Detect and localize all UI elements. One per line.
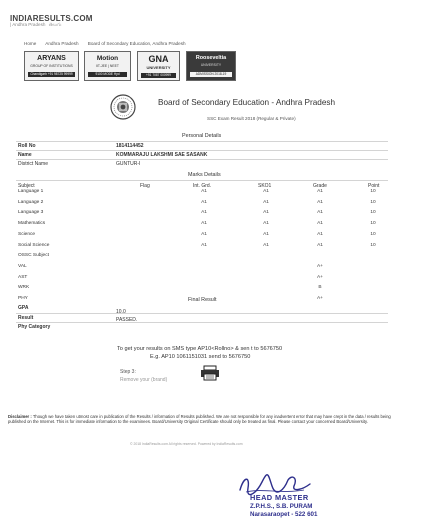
district-label: District Name: [18, 161, 49, 167]
marks-cell-point: 10: [370, 221, 376, 227]
subject-name: Mathematics: [18, 221, 46, 227]
name-label: Name: [18, 152, 32, 158]
sms-example: E.g. AP10 1061151031 send to 5676750: [150, 354, 251, 360]
ad-banner-rooseveltia[interactable]: [186, 51, 236, 81]
subject-name: PHY: [18, 296, 28, 301]
sms-instruction: To get your results on SMS type AP10<Rollno> & sen t to 5676750: [117, 346, 283, 352]
district-value: GUNTUR-I: [116, 161, 141, 167]
result-value: PASSED.: [116, 317, 138, 323]
marks-cell-point: 10: [370, 210, 376, 216]
marks-cell-grade: A1: [317, 189, 323, 194]
ad-banner-motion[interactable]: [84, 51, 131, 81]
marks-cell-grade: B: [318, 285, 322, 291]
site-logo-text: INDIARESULTS.COM: [10, 14, 93, 23]
step-label: Step 3:: [120, 369, 136, 375]
name-value: KOMMARAJU LAKSHMI SAE SASANK: [116, 152, 208, 158]
ad-title: Motion: [96, 55, 119, 62]
subject-name: Language 1: [18, 189, 44, 194]
copyright-footer: © 2018 IndiaResults.com All rights reserved. Powered by IndiaResults.com: [130, 442, 243, 446]
marks-cell-point: 10: [370, 231, 376, 237]
breadcrumb-state[interactable]: Andhra Pradesh: [45, 41, 79, 46]
subject-name: Social Science: [18, 242, 50, 248]
marks-cell-grade: A+: [316, 274, 323, 280]
ad-subtitle: UNIVERSITY: [146, 65, 171, 70]
phy-category-label: Phy Category: [18, 324, 51, 330]
divider: [16, 322, 388, 323]
marks-cell-int: A1: [201, 231, 207, 237]
ad-title: GNA: [148, 54, 169, 64]
marks-cell-int: A1: [201, 210, 207, 216]
stamp-address: Narasaraopet - 522 601: [250, 511, 318, 518]
ad-subtitle: GROUP OF INSTITUTIONS: [30, 64, 73, 68]
roll-value: 1814114452: [116, 143, 144, 149]
ad-contact: ADMISSION 2018-19: [190, 72, 232, 77]
ad-subtitle: IIT-JEE | NEET: [96, 64, 119, 68]
breadcrumb-board[interactable]: Board of Secondary Education, Andhra Pradesh: [87, 41, 186, 46]
subject-name: VAL: [18, 263, 27, 269]
subject-name: Language 2: [18, 199, 44, 205]
marks-cell-grade: A+: [316, 296, 323, 301]
ad-banner-aryans[interactable]: [24, 51, 79, 81]
divider: [16, 180, 388, 181]
head-master-stamp: [250, 493, 360, 518]
marks-cell-sko: A1: [263, 221, 269, 227]
marks-cell-grade: A1: [317, 210, 323, 216]
marks-cell-grade: A1: [317, 231, 323, 237]
location-line: [10, 22, 61, 29]
board-title: Board of Secondary Education - Andhra Pradesh: [158, 98, 336, 107]
stamp-school: Z.P.H.S., S.B. PURAM: [250, 503, 313, 510]
gpa-value: 10.0: [116, 309, 126, 315]
state-emblem-icon: [106, 92, 140, 122]
marks-cell-int: A1: [201, 221, 207, 227]
breadcrumb: [24, 41, 194, 46]
final-result-heading: Final Result: [188, 297, 217, 303]
marks-cell-grade: A1: [317, 199, 323, 205]
personal-details-heading: Personal Details: [182, 133, 222, 139]
ad-banner-gna[interactable]: [137, 51, 180, 81]
marks-cell-point: 10: [370, 189, 376, 194]
column-header-flag: Flag: [140, 183, 150, 189]
column-header-int-grade: Int. Grd.: [193, 183, 212, 189]
disclaimer-heading: Disclaimer :: [8, 414, 32, 419]
subject-name: AST: [18, 274, 28, 280]
column-header-point: Point: [368, 183, 380, 189]
marks-cell-int: A1: [201, 242, 207, 248]
subject-name: WRK: [18, 285, 30, 291]
printer-icon[interactable]: [200, 365, 220, 381]
subject-name: Science: [18, 231, 36, 237]
column-header-sko: SKO1: [258, 183, 272, 189]
exam-title: SSC Exam Result 2018 (Regular & Private): [207, 116, 296, 121]
gpa-label: GPA: [18, 305, 29, 311]
divider: [16, 313, 388, 314]
disclaimer: [8, 414, 408, 424]
marks-cell-grade: A+: [316, 263, 323, 269]
ad-subtitle: UNIVERSITY: [200, 63, 222, 67]
divider: [16, 141, 388, 142]
column-header-subject: Subject: [18, 183, 35, 189]
marks-cell-sko: A1: [263, 210, 269, 216]
location-label: | Andhra Pradesh: [10, 22, 46, 27]
column-header-grade: Grade: [313, 183, 327, 189]
marks-cell-sko: A1: [263, 199, 269, 205]
ad-contact: Chandigarh +91 98725 99999: [28, 72, 75, 77]
ad-contact: +91 7087 000999: [141, 73, 176, 78]
subject-name: OSSC Subject: [18, 253, 49, 259]
disclaimer-text: Though we have taken utmost care in publication of the Results / information of Results published. We are not responsible for any inadvertent error that may have crept in the data / results being published on the Internet. This is for immediate information to the examinees. Board/University Original Certificate should only be treated as final. Please contact your concerned Board/University.: [8, 414, 391, 425]
language-link[interactable]: తెలుగు: [48, 22, 62, 27]
step-text: Remove your (brand): [120, 377, 168, 383]
marks-cell-grade: A1: [317, 221, 323, 227]
ad-title: Rooseveltia: [195, 55, 227, 61]
marks-details-heading: Marks Details: [188, 172, 221, 178]
marks-cell-sko: A1: [263, 189, 269, 194]
marks-cell-int: A1: [201, 199, 207, 205]
stamp-title: HEAD MASTER: [250, 493, 309, 502]
marks-cell-sko: A1: [263, 242, 269, 248]
marks-cell-grade: A1: [317, 242, 323, 248]
divider: [16, 159, 388, 160]
result-label: Result: [18, 315, 34, 321]
ad-contact: 9100 MODE Hyd: [88, 72, 127, 77]
divider: [16, 150, 388, 151]
marks-cell-point: 10: [370, 199, 376, 205]
marks-cell-point: 10: [370, 242, 376, 248]
subject-name: Language 3: [18, 210, 44, 216]
marks-cell-int: A1: [201, 189, 207, 194]
breadcrumb-home[interactable]: Home: [24, 41, 37, 46]
roll-label: Roll No: [18, 143, 36, 149]
marks-cell-sko: A1: [263, 231, 269, 237]
ad-title: ARYANS: [37, 55, 66, 62]
